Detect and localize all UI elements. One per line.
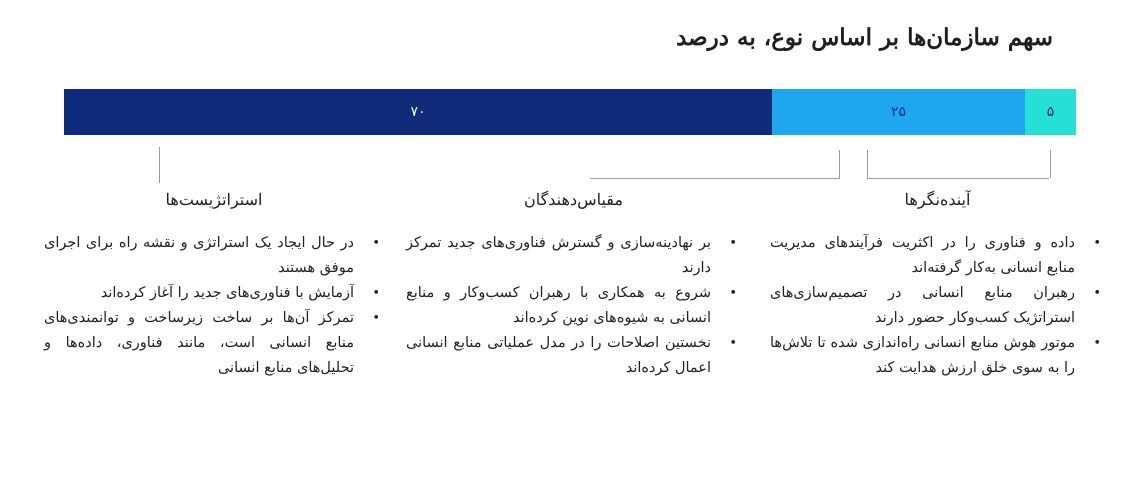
bar-segment [1025,89,1076,135]
bullet-icon: • [729,336,737,351]
data-label: ۷۰ [410,104,426,120]
bullet-icon: • [729,286,737,301]
list-item: • تمرکز آن‌ها بر ساخت زیرساخت و توانمندی‌های منابع انسانی است، مانند فناوری، داده‌ها و تحلیل‌های منابع انسانی [44,306,384,381]
bullet-icon: • [1093,286,1101,301]
bullet-icon: • [372,236,380,251]
group-title: مقیاس‌دهندگان [524,190,623,209]
list-item: • داده و فناوری را در اکثریت فرآیندهای مدیریت منابع انسانی به‌کار گرفته‌اند [770,231,1105,281]
list-item: • در حال ایجاد یک استراتژی و نقشه راه برای اجرای موفق هستند [44,231,384,281]
bullet-icon: • [1093,336,1101,351]
list-item: • موتور هوش منابع انسانی راه‌اندازی شده تا تلاش‌ها را به سوی خلق ارزش هدایت کند [770,331,1105,381]
connector-futurists [867,150,1051,178]
bullet-icon: • [1093,236,1101,251]
connector-scalers [590,150,840,179]
group-futurists [770,190,1105,381]
stacked-bar [64,89,1076,135]
group-scalers [406,190,741,381]
list-item: • بر نهادینه‌سازی و گسترش فناوری‌های جدید تمرکز دارند [406,231,741,281]
group-title: استراتژیست‌ها [165,190,263,209]
bullet-icon: • [729,236,737,251]
connector-futurists-base [867,178,1049,179]
list-item: • نخستین اصلاحات را در مدل عملیاتی منابع انسانی اعمال کرده‌اند [406,331,741,381]
list-item: • آزمایش با فناوری‌های جدید را آغاز کرده‌اند [44,281,384,306]
list-item: • شروع به همکاری با رهبران کسب‌وکار و منابع انسانی به شیوه‌های نوین کرده‌اند [406,281,741,331]
list-item: • رهبران منابع انسانی در تصمیم‌سازی‌های استراتژیک کسب‌وکار حضور دارند [770,281,1105,331]
bullet-icon: • [372,286,380,301]
connector-strategists [159,147,160,183]
group-strategists [44,190,384,381]
data-label: ۲۵ [890,104,907,120]
chart-title: سهم سازمان‌ها بر اساس نوع، به درصد [676,24,1053,51]
bullet-icon: • [372,311,380,326]
data-label: ۵ [1046,104,1055,120]
bar-segment [64,89,772,135]
group-title: آینده‌نگرها [904,190,971,209]
bar-segment [772,89,1025,135]
